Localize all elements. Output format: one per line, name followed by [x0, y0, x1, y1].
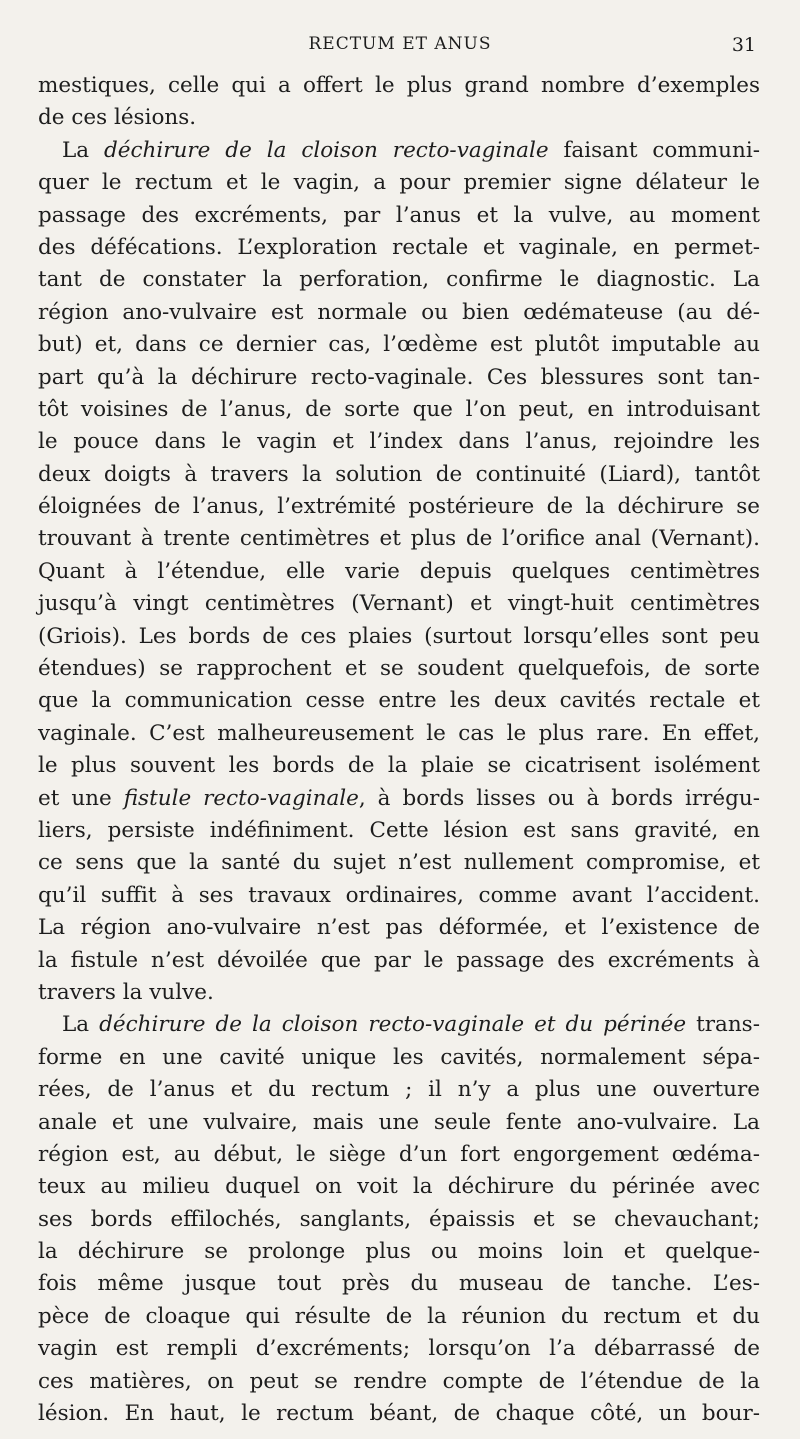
text-line: [38, 459, 760, 491]
text-run: tôt voisines de l’anus, de sorte que l’on peut, en introduisant: [38, 396, 760, 422]
text-line: [38, 1366, 760, 1398]
text-line: [38, 1107, 760, 1139]
text-line: [38, 426, 760, 458]
text-line: [38, 653, 760, 685]
text-line: [38, 588, 760, 620]
italic-text-run: fistule recto-vaginale: [123, 785, 359, 811]
text-line: [38, 718, 760, 750]
text-run: la déchirure se prolonge plus ou moins loin et quelque-: [38, 1239, 760, 1265]
text-line: [38, 102, 760, 134]
text-run: qu’il suffit à ses travaux ordinaires, comme avant l’accident.: [38, 882, 760, 908]
text-line: [38, 945, 760, 977]
text-line: [38, 977, 760, 1009]
text-run: que la communication cesse entre les deux cavités rectale et: [38, 688, 760, 714]
text-line: [38, 232, 760, 264]
text-run: rées, de l’anus et du rectum ; il n’y a plus une ouverture: [38, 1077, 760, 1103]
text-run: mestiques, celle qui a offert le plus grand nombre d’exemples: [38, 73, 760, 98]
text-run: travers la vulve.: [38, 979, 214, 1005]
text-run: vaginale. C’est malheureusement le cas le plus rare. En effet,: [38, 720, 760, 746]
text-run: éloignées de l’anus, l’extrémité postérieure de la déchirure se: [38, 494, 760, 520]
text-run: le pouce dans le vagin et l’index dans l’anus, rejoindre les: [38, 429, 760, 455]
text-line: [38, 70, 760, 102]
text-line: [38, 1204, 760, 1236]
text-run: lésion. En haut, le rectum béant, de chaque côté, un bour-: [38, 1401, 760, 1427]
text-run: et une: [38, 785, 124, 811]
text-run: trans-: [686, 1012, 760, 1038]
text-run: forme en une cavité unique les cavités, normalement sépa-: [38, 1044, 760, 1070]
text-line: [38, 783, 760, 815]
text-run: quer le rectum et le vagin, a pour premier signe délateur le: [38, 170, 760, 196]
text-run: La: [62, 1012, 100, 1038]
italic-text-run: déchirure de la cloison recto-vaginale et du périnée: [99, 1012, 687, 1038]
text-run: ces matières, on peut se rendre compte de l’étendue de la: [38, 1368, 760, 1394]
text-run: la fistule n’est dévoilée que par le passage des excréments à: [38, 947, 760, 973]
running-head: [0, 34, 800, 58]
text-line: [38, 1171, 760, 1203]
text-run: trouvant à trente centimètres et plus de l’orifice anal (Vernant).: [38, 526, 760, 552]
text-line: [38, 491, 760, 523]
text-run: tant de constater la perforation, confirme le diagnostic. La: [38, 267, 760, 293]
text-run: fois même jusque tout près du museau de tanche. L’es-: [38, 1271, 760, 1297]
text-line: [38, 1398, 760, 1430]
text-run: , à bords lisses ou à bords irrégu-: [358, 785, 761, 811]
text-line: [38, 1301, 760, 1333]
text-run: faisant communi-: [548, 137, 760, 163]
text-line: [38, 135, 760, 167]
text-run: région ano-vulvaire est normale ou bien œdémateuse (au dé-: [38, 299, 760, 325]
text-line: [38, 297, 760, 329]
text-run: La: [62, 137, 105, 163]
italic-text-run: déchirure de la cloison recto-vaginale: [104, 137, 549, 163]
text-run: deux doigts à travers la solution de continuité (Liard), tantôt: [38, 461, 760, 487]
text-run: ses bords effilochés, sanglants, épaissis et se chevauchant;: [38, 1206, 760, 1232]
text-line: [38, 685, 760, 717]
text-line: [38, 1333, 760, 1365]
running-title: RECTUM ET ANUS: [308, 34, 492, 54]
text-run: but) et, dans ce dernier cas, l’œdème est plutôt imputable au: [38, 332, 760, 358]
text-run: La région ano-vulvaire n’est pas déformée, et l’existence de: [38, 915, 760, 941]
text-run: passage des excréments, par l’anus et la vulve, au moment: [38, 202, 760, 228]
text-line: [38, 1236, 760, 1268]
text-line: [38, 200, 760, 232]
text-run: anale et une vulvaire, mais une seule fente ano-vulvaire. La: [38, 1109, 760, 1135]
text-run: le plus souvent les bords de la plaie se cicatrisent isolément: [38, 753, 760, 779]
text-line: [38, 362, 760, 394]
text-line: [38, 556, 760, 588]
text-run: pèce de cloaque qui résulte de la réunion du rectum et du: [38, 1303, 760, 1329]
text-line: [38, 264, 760, 296]
text-line: [38, 1009, 760, 1041]
text-run: ce sens que la santé du sujet n’est nullement compromise, et: [38, 850, 760, 876]
text-run: étendues) se rapprochent et se soudent quelquefois, de sorte: [38, 656, 760, 682]
text-line: [38, 167, 760, 199]
text-line: [38, 621, 760, 653]
text-run: part qu’à la déchirure recto-vaginale. Ces blessures sont tan-: [38, 364, 760, 390]
text-line: [38, 847, 760, 879]
text-line: [38, 750, 760, 782]
text-run: région est, au début, le siège d’un fort engorgement œdéma-: [38, 1141, 760, 1167]
text-run: vagin est rempli d’excréments; lorsqu’on l’a débarrassé de: [38, 1336, 760, 1362]
text-run: Quant à l’étendue, elle varie depuis quelques centimètres: [38, 558, 760, 584]
text-run: jusqu’à vingt centimètres (Vernant) et vingt-huit centimètres: [38, 591, 760, 617]
text-run: liers, persiste indéfiniment. Cette lésion est sans gravité, en: [38, 817, 760, 843]
text-line: [38, 1139, 760, 1171]
text-run: de ces lésions.: [38, 105, 197, 131]
text-line: [38, 1268, 760, 1300]
text-line: [38, 880, 760, 912]
text-line: [38, 912, 760, 944]
text-run: teux au milieu duquel on voit la déchirure du périnée avec: [38, 1174, 760, 1200]
text-line: [38, 329, 760, 361]
body-text: [38, 70, 760, 1430]
text-run: des défécations. L’exploration rectale et vaginale, en permet-: [38, 234, 760, 260]
text-line: [38, 1074, 760, 1106]
text-run: (Griois). Les bords de ces plaies (surtout lorsqu’elles sont peu: [38, 623, 760, 649]
text-line: [38, 1042, 760, 1074]
page-number: 31: [731, 34, 756, 56]
text-line: [38, 394, 760, 426]
text-line: [38, 815, 760, 847]
text-line: [38, 523, 760, 555]
